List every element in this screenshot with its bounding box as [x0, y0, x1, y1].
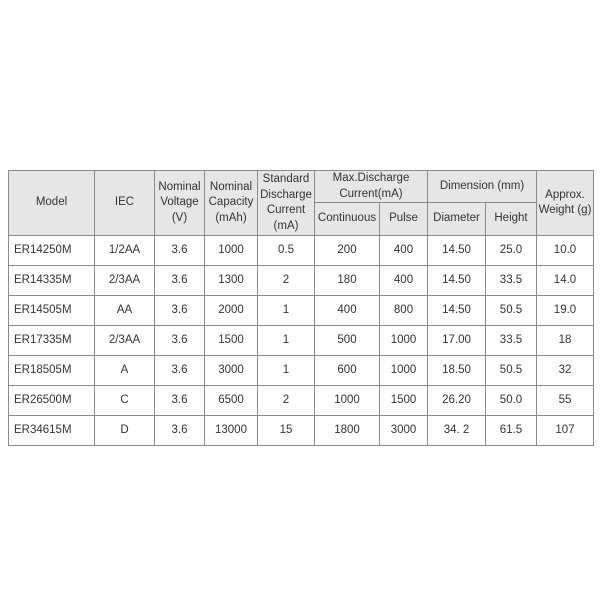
table-row	[9, 386, 594, 416]
header-model: Model	[9, 171, 95, 236]
cell-height: 33.5	[486, 326, 537, 356]
cell-model: ER14505M	[9, 296, 95, 326]
cell-diameter: 18.50	[428, 356, 486, 386]
cell-continuous: 1800	[315, 416, 380, 446]
table-body	[9, 236, 594, 446]
table-row	[9, 296, 594, 326]
cell-pulse: 1000	[380, 356, 428, 386]
cell-continuous: 1000	[315, 386, 380, 416]
cell-capacity: 6500	[205, 386, 258, 416]
cell-continuous: 600	[315, 356, 380, 386]
cell-diameter: 14.50	[428, 236, 486, 266]
table-row	[9, 416, 594, 446]
table-row	[9, 356, 594, 386]
cell-diameter: 17.00	[428, 326, 486, 356]
header-max-discharge: Max.Discharge Current(mA)	[315, 171, 428, 203]
cell-model: ER14335M	[9, 266, 95, 296]
header-pulse: Pulse	[380, 203, 428, 236]
header-nominal-voltage: Nominal Voltage (V)	[155, 171, 205, 236]
cell-model: ER26500M	[9, 386, 95, 416]
header-standard-discharge: Standard Discharge Current (mA)	[258, 171, 315, 236]
cell-pulse: 400	[380, 266, 428, 296]
cell-std-discharge: 2	[258, 266, 315, 296]
cell-continuous: 400	[315, 296, 380, 326]
header-height: Height	[486, 203, 537, 236]
cell-pulse: 3000	[380, 416, 428, 446]
cell-capacity: 2000	[205, 296, 258, 326]
header-nominal-capacity: Nominal Capacity (mAh)	[205, 171, 258, 236]
cell-height: 50.5	[486, 356, 537, 386]
cell-voltage: 3.6	[155, 296, 205, 326]
table-row	[9, 326, 594, 356]
cell-model: ER17335M	[9, 326, 95, 356]
cell-diameter: 14.50	[428, 266, 486, 296]
header-continuous: Continuous	[315, 203, 380, 236]
cell-std-discharge: 15	[258, 416, 315, 446]
cell-continuous: 180	[315, 266, 380, 296]
cell-model: ER14250M	[9, 236, 95, 266]
cell-diameter: 26.20	[428, 386, 486, 416]
cell-capacity: 3000	[205, 356, 258, 386]
cell-model: ER34615M	[9, 416, 95, 446]
cell-weight: 32	[537, 356, 594, 386]
cell-height: 61.5	[486, 416, 537, 446]
cell-height: 25.0	[486, 236, 537, 266]
cell-iec: AA	[95, 296, 155, 326]
cell-pulse: 1000	[380, 326, 428, 356]
cell-capacity: 13000	[205, 416, 258, 446]
cell-capacity: 1300	[205, 266, 258, 296]
cell-std-discharge: 1	[258, 356, 315, 386]
cell-weight: 19.0	[537, 296, 594, 326]
cell-voltage: 3.6	[155, 266, 205, 296]
cell-weight: 107	[537, 416, 594, 446]
cell-iec: C	[95, 386, 155, 416]
cell-height: 50.0	[486, 386, 537, 416]
table-row	[9, 266, 594, 296]
cell-iec: 2/3AA	[95, 326, 155, 356]
battery-spec-table	[8, 170, 594, 446]
cell-std-discharge: 0.5	[258, 236, 315, 266]
cell-capacity: 1500	[205, 326, 258, 356]
cell-height: 33.5	[486, 266, 537, 296]
cell-capacity: 1000	[205, 236, 258, 266]
cell-weight: 14.0	[537, 266, 594, 296]
cell-weight: 55	[537, 386, 594, 416]
cell-weight: 18	[537, 326, 594, 356]
cell-model: ER18505M	[9, 356, 95, 386]
cell-diameter: 34. 2	[428, 416, 486, 446]
cell-voltage: 3.6	[155, 326, 205, 356]
table-header	[9, 171, 594, 236]
cell-height: 50.5	[486, 296, 537, 326]
cell-voltage: 3.6	[155, 416, 205, 446]
cell-pulse: 800	[380, 296, 428, 326]
table-row	[9, 236, 594, 266]
cell-continuous: 200	[315, 236, 380, 266]
cell-voltage: 3.6	[155, 356, 205, 386]
cell-pulse: 400	[380, 236, 428, 266]
header-weight: Approx. Weight (g)	[537, 171, 594, 236]
cell-voltage: 3.6	[155, 386, 205, 416]
cell-std-discharge: 1	[258, 326, 315, 356]
cell-voltage: 3.6	[155, 236, 205, 266]
cell-iec: 2/3AA	[95, 266, 155, 296]
cell-iec: D	[95, 416, 155, 446]
cell-iec: A	[95, 356, 155, 386]
header-dimension: Dimension (mm)	[428, 171, 537, 203]
header-row-top	[9, 171, 594, 203]
header-diameter: Diameter	[428, 203, 486, 236]
cell-iec: 1/2AA	[95, 236, 155, 266]
cell-std-discharge: 1	[258, 296, 315, 326]
cell-weight: 10.0	[537, 236, 594, 266]
cell-std-discharge: 2	[258, 386, 315, 416]
cell-pulse: 1500	[380, 386, 428, 416]
header-iec: IEC	[95, 171, 155, 236]
cell-continuous: 500	[315, 326, 380, 356]
cell-diameter: 14.50	[428, 296, 486, 326]
